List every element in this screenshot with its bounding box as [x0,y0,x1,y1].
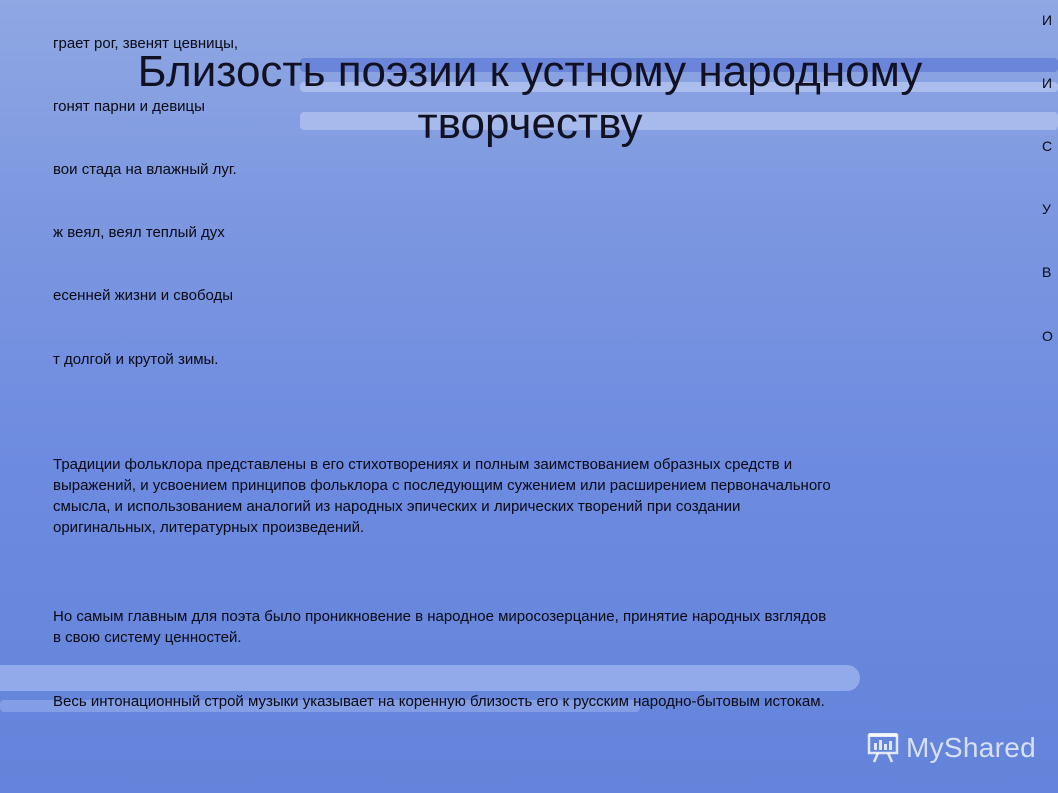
side-letter: И [1042,75,1053,91]
poem-line: ж веял, веял теплый дух [53,224,225,241]
decor-band [0,665,860,691]
poem-line: вои стада на влажный луг. [53,161,237,178]
side-letter: У [1042,201,1051,217]
logo-text: MyShared [906,732,1037,763]
side-letter: В [1042,264,1052,280]
paragraph: Но самым главным для поэта было проникновение в народное миросозерцание, принятие народных взглядов в свою систему ценностей. [53,608,827,646]
side-letter: С [1042,138,1053,154]
paragraph: Традиции фольклора представлены в его стихотворениях и полным заимствованием образных средств и выражений, и усвоением принципов фольклора с последующим сужением или расширением первоначального смысла, и использованием аналогий из народных эпических и лирических творений при создании оригинальных, литературных произведений. [53,456,831,536]
presentation-board-icon [866,731,900,765]
poem-line: гонят парни и девицы [53,98,205,115]
poem-line: т долгой и крутой зимы. [53,351,219,368]
poem-line: грает рог, звенят цевницы, [53,35,239,52]
poem-line: есенней жизни и свободы [53,287,234,304]
slide-title: Близость поэзии к устному народному творчеству [137,47,923,148]
myshared-logo[interactable] [866,728,1036,768]
side-letter: О [1042,328,1053,344]
paragraph: Весь интонационный строй музыки указывает на коренную близость его к русским народно-бытовым истокам. [53,693,825,710]
side-letter: И [1042,12,1053,28]
